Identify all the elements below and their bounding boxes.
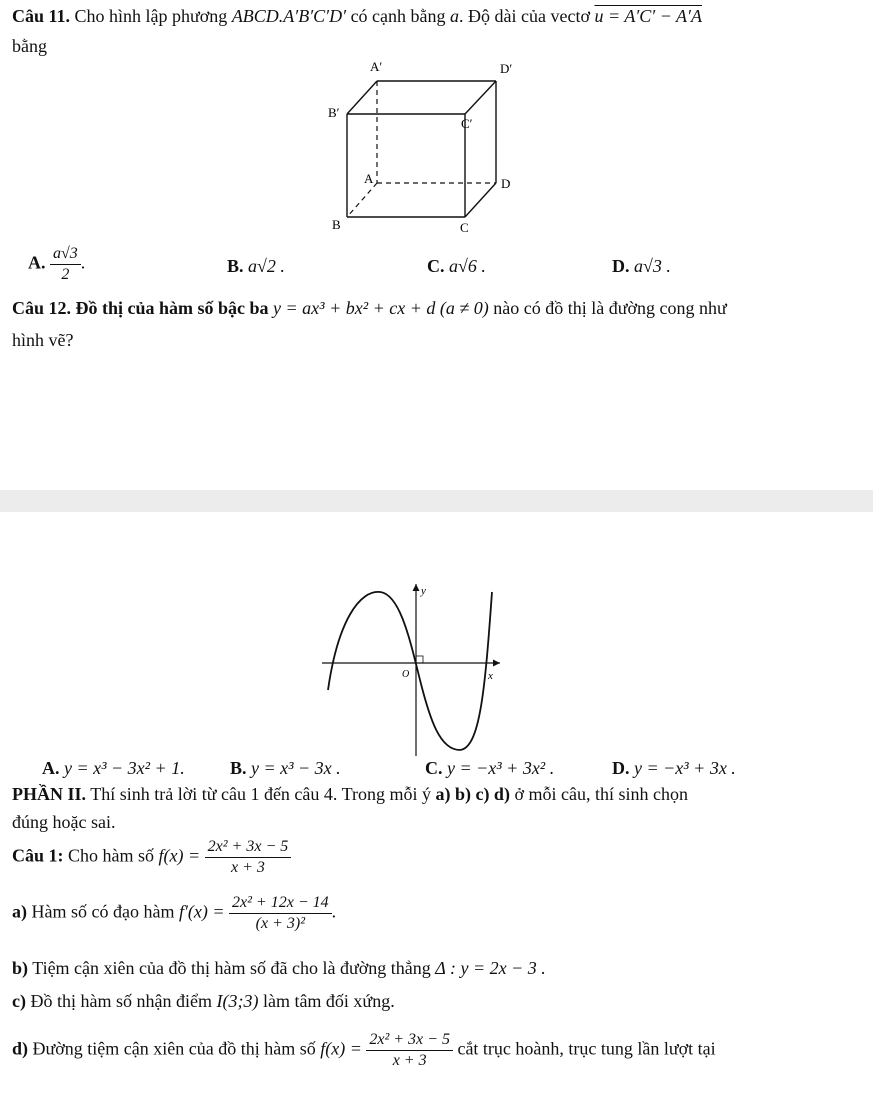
q11-vector-expr: u = A′C′ − A′A bbox=[594, 6, 702, 26]
c1-a-lhs: f′(x) = bbox=[178, 901, 225, 922]
c1-text: Cho hàm số bbox=[68, 845, 155, 866]
c1-item-c[interactable] bbox=[12, 991, 395, 1012]
c1-d-text2: cắt trục hoành, trục tung lần lượt tại bbox=[457, 1038, 716, 1059]
c1-a-text: Hàm số có đạo hàm bbox=[31, 901, 175, 922]
part2-line2: đúng hoặc sai. bbox=[12, 812, 116, 832]
q12-option-a[interactable] bbox=[42, 758, 185, 779]
q12-equation: y = ax³ + bx² + cx + d (a ≠ 0) bbox=[273, 298, 489, 318]
q11-option-d-letter: D. bbox=[612, 256, 630, 276]
c1-c-point: I(3;3) bbox=[216, 991, 259, 1011]
label-c: C bbox=[460, 220, 469, 235]
q12-option-d[interactable] bbox=[612, 758, 736, 779]
label-d: D bbox=[501, 176, 511, 191]
part2-text1: Thí sinh trả lời từ câu 1 đến câu 4. Trong mỗi ý bbox=[90, 784, 431, 804]
q12-line1 bbox=[12, 298, 727, 319]
c1-d-den: x + 3 bbox=[392, 1052, 427, 1069]
label-a: A bbox=[364, 171, 374, 186]
q11-option-b-value: a√2 . bbox=[248, 256, 285, 276]
cube-figure bbox=[320, 55, 540, 240]
c1-b-eq: Δ : y = 2x − 3 . bbox=[435, 958, 546, 978]
edge-c-d bbox=[465, 183, 496, 217]
c1-d-label: d) bbox=[12, 1038, 29, 1059]
q11-cube-name: ABCD.A′B′C′D′ bbox=[231, 6, 347, 26]
q12-label: Câu 12. bbox=[12, 298, 72, 318]
c1-item-a[interactable] bbox=[12, 893, 336, 934]
q11-text1: Cho hình lập phương bbox=[74, 6, 228, 26]
q11-option-d-value: a√3 . bbox=[634, 256, 671, 276]
q11-text2: có cạnh bằng bbox=[350, 6, 446, 26]
label-b: B bbox=[332, 217, 341, 232]
q12-option-c-value: y = −x³ + 3x² . bbox=[447, 758, 555, 778]
c1-a-end: . bbox=[331, 901, 337, 922]
c1-d-lhs: f(x) = bbox=[320, 1038, 362, 1059]
q12-option-b-value: y = x³ − 3x . bbox=[251, 758, 341, 778]
q12-line2: hình vẽ? bbox=[12, 330, 74, 350]
part2-line1 bbox=[12, 784, 688, 805]
edge-a-b bbox=[347, 183, 377, 217]
edge-b1-a1 bbox=[347, 81, 377, 114]
label-a1: A′ bbox=[370, 59, 383, 74]
edge-c1-d1 bbox=[465, 81, 496, 114]
c1-item-b[interactable] bbox=[12, 958, 546, 979]
c1-item-d[interactable] bbox=[12, 1030, 716, 1071]
c1-f-lhs: f(x) = bbox=[158, 845, 201, 866]
c1-a-num: 2x² + 12x − 14 bbox=[229, 893, 332, 914]
q11-line2: bằng bbox=[12, 36, 47, 56]
q11-option-c[interactable] bbox=[427, 256, 486, 277]
q11-option-a[interactable] bbox=[28, 244, 85, 285]
c1-b-text: Tiệm cận xiên của đồ thị hàm số đã cho là đường thẳng bbox=[32, 958, 431, 978]
c1-f-num: 2x² + 3x − 5 bbox=[205, 837, 292, 858]
q11-label: Câu 11. bbox=[12, 6, 71, 26]
q12-text2: nào có đồ thị là đường cong như bbox=[493, 298, 727, 318]
q11-line1 bbox=[12, 6, 702, 27]
q12-option-d-value: y = −x³ + 3x . bbox=[634, 758, 736, 778]
q11-option-a-suffix: . bbox=[80, 252, 86, 273]
q11-option-b[interactable] bbox=[227, 256, 285, 277]
q12-option-a-letter: A. bbox=[42, 758, 60, 778]
q11-text3: . Độ dài của vectơ bbox=[459, 6, 590, 26]
q11-option-a-num: a√3 bbox=[50, 244, 81, 265]
q12-text1: Đồ thị của hàm số bậc ba bbox=[75, 298, 269, 318]
q12-option-b-letter: B. bbox=[230, 758, 247, 778]
part2-title: PHẦN II. bbox=[12, 784, 87, 804]
q12-option-a-value: y = x³ − 3x² + 1. bbox=[64, 758, 185, 778]
q11-option-d[interactable] bbox=[612, 256, 671, 277]
c1-d-num: 2x² + 3x − 5 bbox=[366, 1030, 453, 1051]
q11-var-a: a bbox=[450, 6, 460, 26]
q12-option-b[interactable] bbox=[230, 758, 341, 779]
c1-a-label: a) bbox=[12, 901, 27, 922]
c1-c-label: c) bbox=[12, 991, 26, 1011]
q11-option-a-letter: A. bbox=[28, 252, 46, 273]
q11-option-c-letter: C. bbox=[427, 256, 445, 276]
label-d1: D′ bbox=[500, 61, 513, 76]
q12-option-d-letter: D. bbox=[612, 758, 630, 778]
label-o: O bbox=[402, 669, 410, 680]
q12-option-c[interactable] bbox=[425, 758, 554, 779]
q12-option-c-letter: C. bbox=[425, 758, 443, 778]
label-c1: C′ bbox=[461, 116, 473, 131]
part2-text2: ở mỗi câu, thí sinh chọn bbox=[514, 784, 688, 804]
label-b1: B′ bbox=[328, 105, 340, 120]
page-break-band bbox=[0, 490, 873, 512]
part2-bold-items: a) b) c) d) bbox=[435, 784, 510, 804]
cubic-graph bbox=[320, 580, 510, 760]
c1-f-den: x + 3 bbox=[231, 859, 265, 876]
c1-statement bbox=[12, 837, 291, 878]
q11-option-b-letter: B. bbox=[227, 256, 244, 276]
cubic-curve bbox=[328, 592, 492, 750]
label-y: y bbox=[421, 585, 426, 597]
c1-c-text: Đồ thị hàm số nhận điểm bbox=[30, 991, 212, 1011]
c1-a-den: (x + 3)² bbox=[255, 915, 305, 932]
c1-c-text2: làm tâm đối xứng. bbox=[262, 991, 395, 1011]
c1-d-text: Đường tiệm cận xiên của đồ thị hàm số bbox=[32, 1038, 316, 1059]
c1-label: Câu 1: bbox=[12, 845, 64, 866]
c1-b-label: b) bbox=[12, 958, 29, 978]
q11-option-a-den: 2 bbox=[61, 266, 70, 283]
origin-marker bbox=[416, 656, 423, 663]
label-x: x bbox=[488, 670, 493, 682]
q11-option-c-value: a√6 . bbox=[449, 256, 486, 276]
